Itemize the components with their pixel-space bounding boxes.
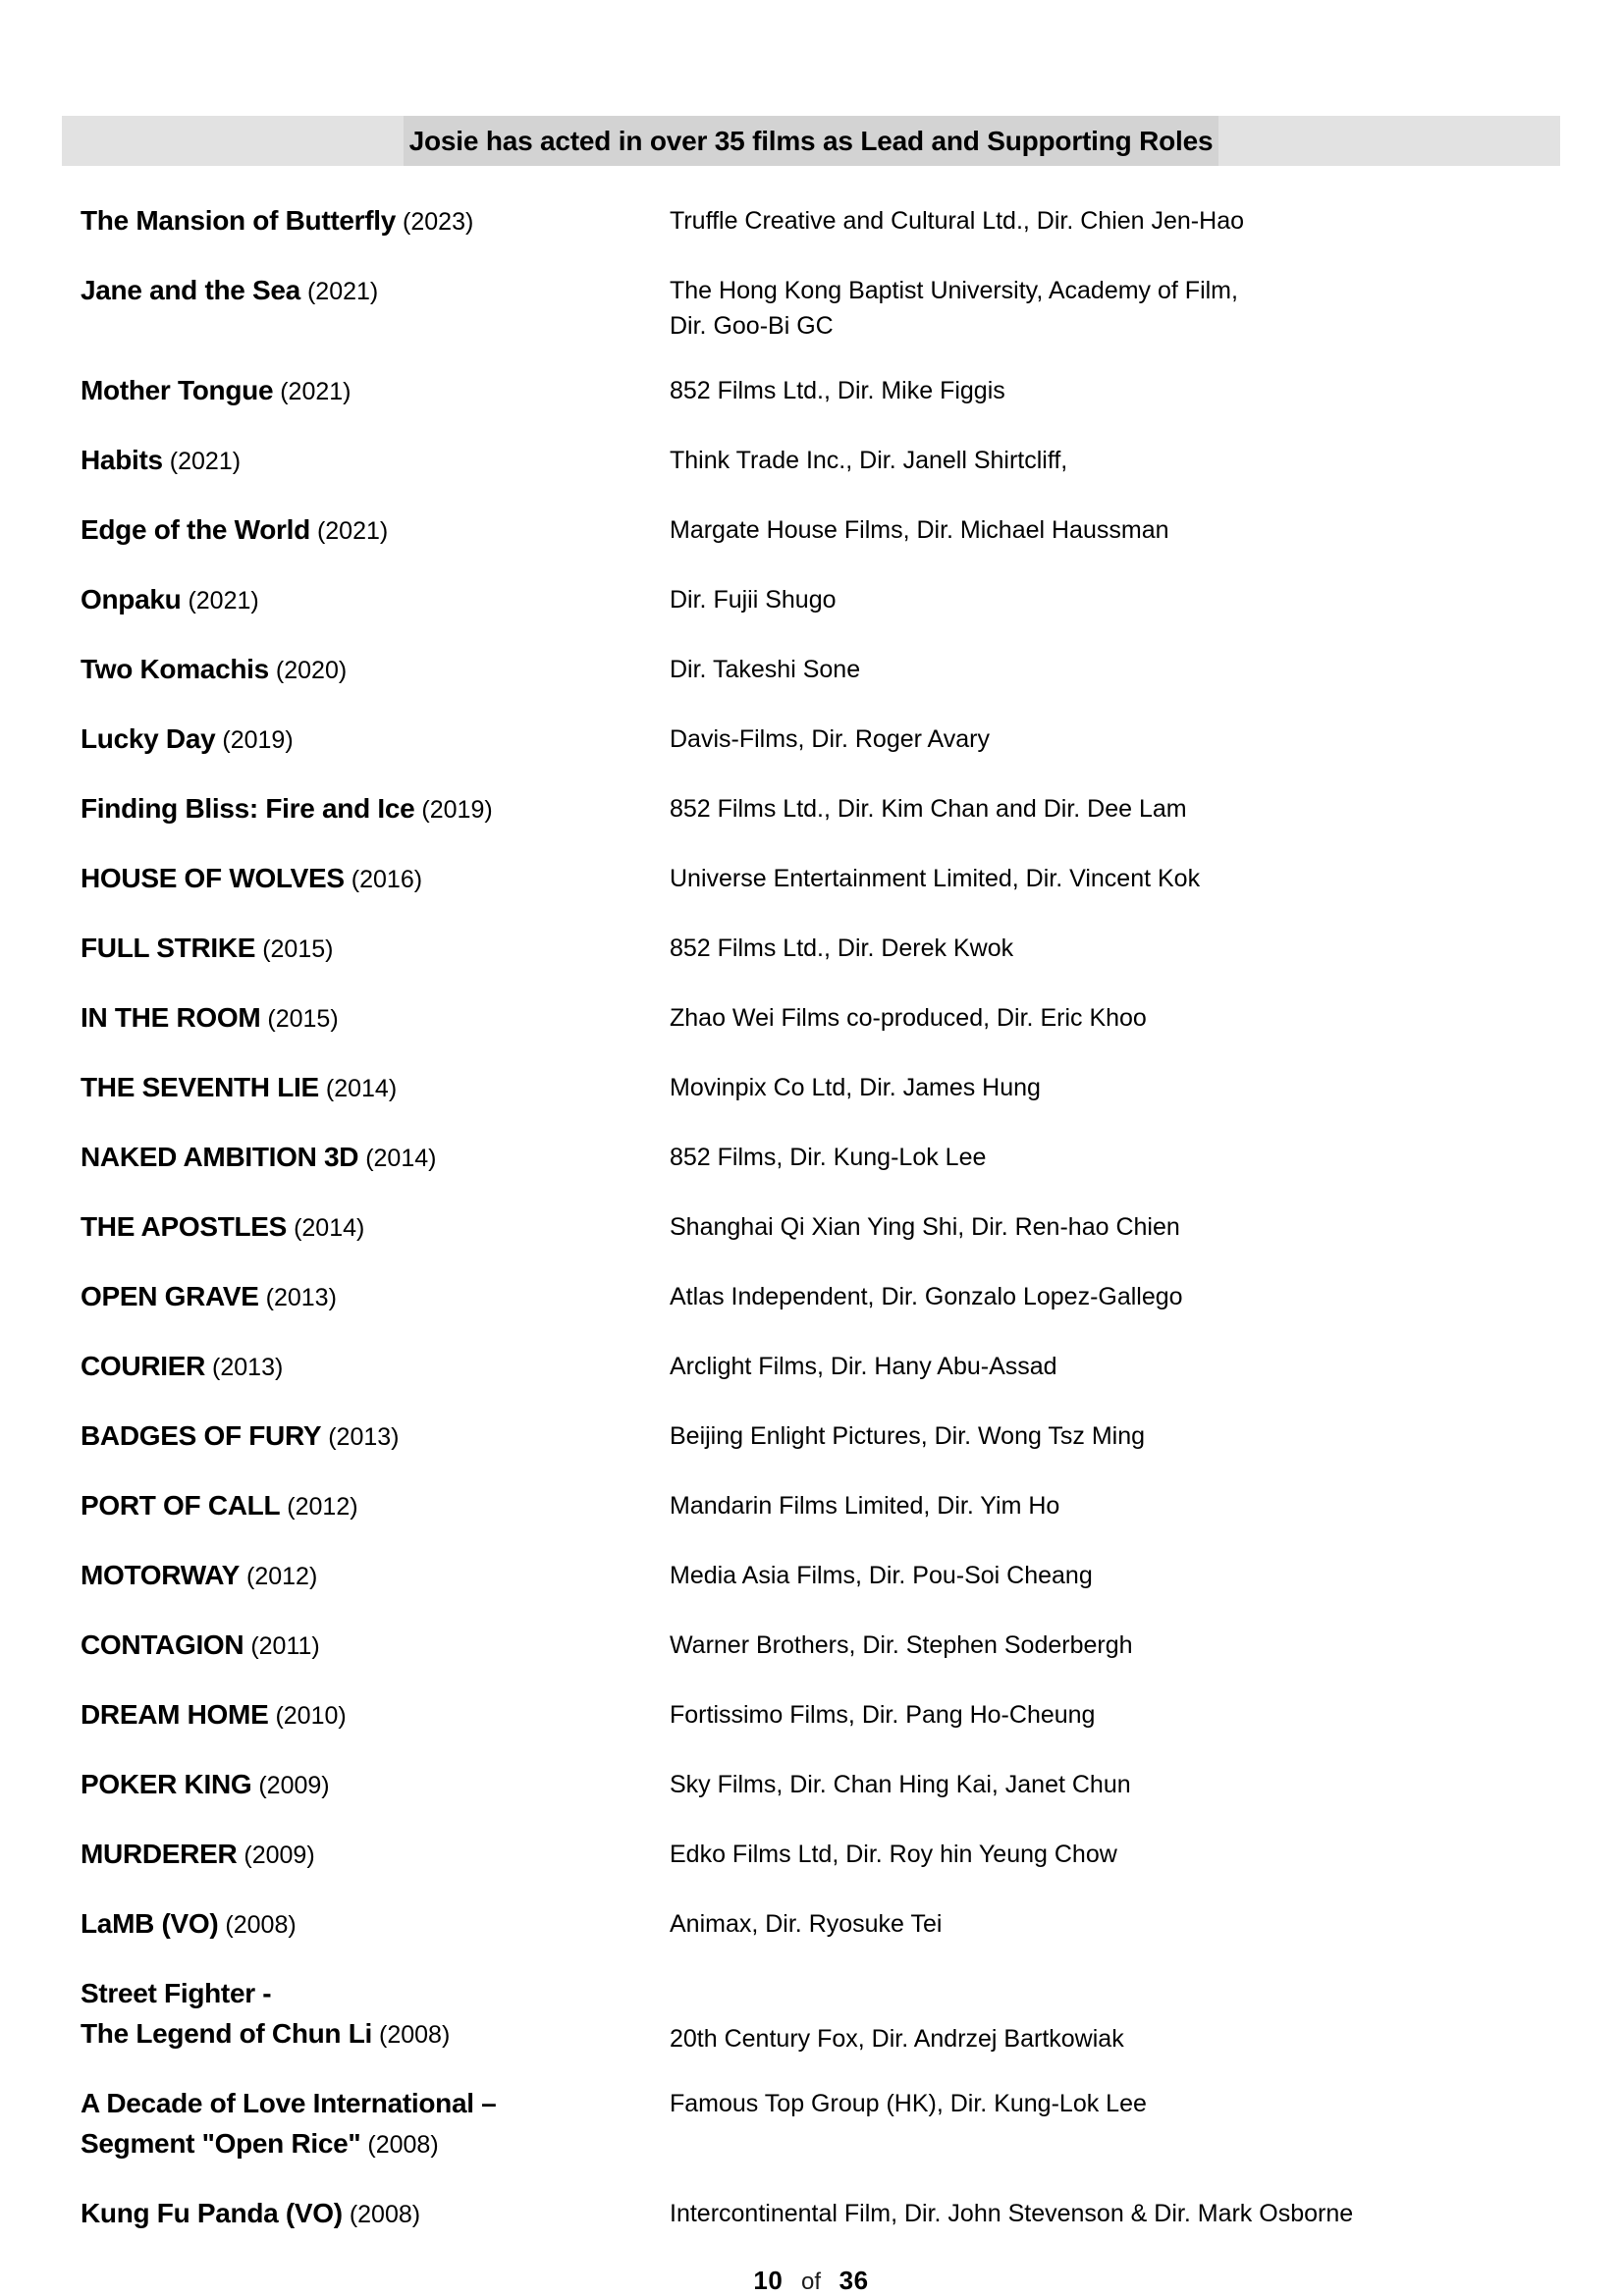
film-row: [81, 1140, 1560, 1180]
film-title-line1: [81, 2196, 660, 2236]
film-production-cell: [670, 373, 1560, 408]
film-title-line1: [81, 1349, 660, 1389]
film-title-cell: [81, 1558, 670, 1598]
film-title-cell: [81, 861, 670, 901]
film-production-cell: [670, 512, 1560, 548]
film-production-cell: [670, 1349, 1560, 1384]
section-banner: [62, 116, 1560, 166]
film-title-line2: [81, 2126, 660, 2166]
film-title-cell: [81, 373, 670, 413]
film-title-cell: [81, 443, 670, 483]
film-production: Truffle Creative and Cultural Ltd., Dir. Chien Jen-Hao: [670, 207, 1244, 235]
film-title-cell: [81, 273, 670, 313]
film-title: Two Komachis: [81, 654, 269, 684]
banner-title: Josie has acted in over 35 films as Lead and Supporting Roles: [408, 125, 1214, 156]
film-title-line1: [81, 203, 660, 243]
film-production-cell: [670, 1279, 1560, 1314]
film-year-line2: (2008): [367, 2131, 439, 2159]
film-year-line1: (2012): [287, 1493, 358, 1521]
film-production: Margate House Films, Dir. Michael Haussman: [670, 516, 1169, 544]
film-title-cell: [81, 1349, 670, 1389]
film-title: OPEN GRAVE: [81, 1281, 259, 1311]
film-title-line1: [81, 1418, 660, 1459]
film-year-line1: (2019): [222, 726, 294, 754]
film-production-cell: [670, 1488, 1560, 1523]
film-production-cell: [670, 721, 1560, 757]
film-production-cell: [670, 1767, 1560, 1802]
film-title-cell: [81, 1697, 670, 1737]
film-title: FULL STRIKE: [81, 933, 256, 963]
film-production-cell: [670, 1628, 1560, 1663]
film-row: [81, 512, 1560, 553]
film-title-cell: [81, 931, 670, 971]
film-row: [81, 2086, 1560, 2166]
film-title: DREAM HOME: [81, 1699, 269, 1730]
film-year-line1: (2012): [246, 1563, 318, 1590]
film-row: [81, 791, 1560, 831]
film-title-cell: [81, 2196, 670, 2236]
film-production-cell: [670, 582, 1560, 617]
film-production-cell: [670, 273, 1560, 344]
film-title-line1: [81, 861, 660, 901]
film-production: Intercontinental Film, Dir. John Stevenson & Dir. Mark Osborne: [670, 2200, 1354, 2227]
film-title-continued: The Legend of Chun Li: [81, 2018, 372, 2049]
film-title-line1: [81, 1976, 660, 2016]
film-title: MOTORWAY: [81, 1560, 241, 1590]
film-title-line1: [81, 1628, 660, 1668]
film-title: PORT OF CALL: [81, 1490, 281, 1521]
film-year-line1: (2010): [275, 1702, 347, 1730]
film-title: Lucky Day: [81, 723, 216, 754]
film-row: [81, 1349, 1560, 1389]
film-title: Finding Bliss: Fire and Ice: [81, 793, 415, 824]
film-title: CONTAGION: [81, 1629, 244, 1660]
film-title-cell: [81, 2086, 670, 2166]
film-production: Atlas Independent, Dir. Gonzalo Lopez-Gallego: [670, 1283, 1183, 1310]
film-row: [81, 931, 1560, 971]
film-row: [81, 1697, 1560, 1737]
film-title-cell: [81, 1628, 670, 1668]
film-title-cell: [81, 791, 670, 831]
film-production-cell: [670, 791, 1560, 827]
film-title-cell: [81, 203, 670, 243]
film-production-cell: [670, 1697, 1560, 1733]
film-year-line1: (2014): [325, 1075, 398, 1102]
film-production: The Hong Kong Baptist University, Academy of Film,: [670, 277, 1238, 304]
film-year-line1: (2021): [316, 517, 389, 545]
film-title: Kung Fu Panda (VO): [81, 2198, 343, 2228]
film-title-line1: [81, 1070, 660, 1110]
film-row: [81, 1000, 1560, 1041]
film-row: [81, 2196, 1560, 2236]
film-row: [81, 1906, 1560, 1947]
film-year-line1: (2008): [349, 2201, 421, 2228]
film-production-cell: [670, 2086, 1560, 2121]
page-number: 10: [753, 2266, 784, 2295]
film-production: Zhao Wei Films co-produced, Dir. Eric Khoo: [670, 1004, 1147, 1032]
film-title-cell: [81, 1418, 670, 1459]
film-row: [81, 1070, 1560, 1110]
filmography-list: [62, 203, 1560, 2236]
film-production-cell: [670, 2021, 1560, 2056]
film-year-line1: (2009): [243, 1842, 315, 1869]
film-production: Dir. Fujii Shugo: [670, 586, 837, 614]
film-year-line1: (2013): [212, 1354, 284, 1381]
film-year-line1: (2023): [403, 208, 474, 236]
film-title: COURIER: [81, 1351, 206, 1381]
film-production: Think Trade Inc., Dir. Janell Shirtcliff,: [670, 447, 1068, 474]
film-production-cell: [670, 443, 1560, 478]
film-row: [81, 1837, 1560, 1877]
film-title-cell: [81, 652, 670, 692]
film-title-cell: [81, 1837, 670, 1877]
film-row: [81, 1279, 1560, 1319]
film-title-line1: [81, 721, 660, 762]
film-production: Edko Films Ltd, Dir. Roy hin Yeung Chow: [670, 1841, 1117, 1868]
film-title: IN THE ROOM: [81, 1002, 261, 1033]
film-title-cell: [81, 1140, 670, 1180]
film-title: HOUSE OF WOLVES: [81, 863, 345, 893]
film-title-line1: [81, 2086, 660, 2126]
film-year-line1: (2021): [188, 587, 259, 614]
film-year-line2: (2008): [379, 2021, 451, 2049]
film-title-line1: [81, 373, 660, 413]
film-row: [81, 373, 1560, 413]
film-title-cell: [81, 1279, 670, 1319]
film-title-cell: [81, 1209, 670, 1250]
film-title-line1: [81, 273, 660, 313]
film-title-line1: [81, 1488, 660, 1528]
film-title-line1: [81, 512, 660, 553]
page-total: 36: [839, 2266, 869, 2295]
film-year-line1: (2015): [267, 1005, 339, 1033]
film-year-line1: (2021): [169, 448, 242, 475]
film-row: [81, 721, 1560, 762]
film-production-cell: [670, 203, 1560, 239]
film-production: Arclight Films, Dir. Hany Abu-Assad: [670, 1353, 1057, 1380]
film-title-line1: [81, 1279, 660, 1319]
film-production-cell: [670, 1418, 1560, 1454]
film-production: Media Asia Films, Dir. Pou-Soi Cheang: [670, 1562, 1093, 1589]
film-production: 20th Century Fox, Dir. Andrzej Bartkowiak: [670, 2025, 1124, 2053]
film-production: Shanghai Qi Xian Ying Shi, Dir. Ren-hao Chien: [670, 1213, 1180, 1241]
film-title-line1: [81, 791, 660, 831]
film-title-cell: [81, 1488, 670, 1528]
film-production: 852 Films, Dir. Kung-Lok Lee: [670, 1144, 987, 1171]
film-row: [81, 1558, 1560, 1598]
film-title: POKER KING: [81, 1769, 252, 1799]
film-year-line1: (2008): [225, 1911, 297, 1939]
film-title-line2: [81, 2016, 660, 2056]
film-year-line1: (2021): [306, 278, 379, 305]
film-title-cell: [81, 1070, 670, 1110]
film-production: Warner Brothers, Dir. Stephen Soderbergh: [670, 1631, 1133, 1659]
film-year-line1: (2009): [258, 1772, 330, 1799]
film-title: THE APOSTLES: [81, 1211, 288, 1242]
film-production: 852 Films Ltd., Dir. Kim Chan and Dir. Dee Lam: [670, 795, 1187, 823]
film-year-line1: (2015): [262, 935, 334, 963]
film-title: NAKED AMBITION 3D: [81, 1142, 359, 1172]
film-production-cell: [670, 1140, 1560, 1175]
film-production: Dir. Takeshi Sone: [670, 656, 861, 683]
film-title-line1: [81, 443, 660, 483]
film-year-line1: (2019): [421, 796, 493, 824]
film-row: [81, 652, 1560, 692]
film-title-line1: [81, 1767, 660, 1807]
film-title: Mother Tongue: [81, 375, 274, 405]
film-row: [81, 1976, 1560, 2056]
film-title: A Decade of Love International –: [81, 2088, 497, 2118]
film-production: Beijing Enlight Pictures, Dir. Wong Tsz Ming: [670, 1422, 1146, 1450]
film-production-cell: [670, 1070, 1560, 1105]
film-production: Famous Top Group (HK), Dir. Kung-Lok Lee: [670, 2090, 1147, 2117]
film-production-cell: [670, 1558, 1560, 1593]
film-row: [81, 861, 1560, 901]
film-production: Davis-Films, Dir. Roger Avary: [670, 725, 990, 753]
film-production: 852 Films Ltd., Dir. Mike Figgis: [670, 377, 1005, 404]
film-title-line1: [81, 931, 660, 971]
film-row: [81, 1488, 1560, 1528]
film-production-cell: [670, 1209, 1560, 1245]
film-title-cell: [81, 1976, 670, 2056]
film-title: Habits: [81, 445, 163, 475]
film-production-cell: [670, 1000, 1560, 1036]
film-production-cell: [670, 931, 1560, 966]
film-production: Sky Films, Dir. Chan Hing Kai, Janet Chun: [670, 1771, 1131, 1798]
film-title: Jane and the Sea: [81, 275, 300, 305]
film-production: 852 Films Ltd., Dir. Derek Kwok: [670, 934, 1014, 962]
film-title: The Mansion of Butterfly: [81, 205, 397, 236]
film-row: [81, 1767, 1560, 1807]
film-title: THE SEVENTH LIE: [81, 1072, 319, 1102]
film-year-line1: (2014): [294, 1214, 365, 1242]
film-row: [81, 203, 1560, 243]
film-production: Mandarin Films Limited, Dir. Yim Ho: [670, 1492, 1060, 1520]
film-row: [81, 443, 1560, 483]
film-title-line1: [81, 652, 660, 692]
film-year-line1: (2020): [275, 657, 348, 684]
film-title-cell: [81, 1767, 670, 1807]
film-row: [81, 1209, 1560, 1250]
film-title-line1: [81, 1558, 660, 1598]
film-title-cell: [81, 721, 670, 762]
film-year-line1: (2011): [250, 1632, 320, 1660]
film-production: Fortissimo Films, Dir. Pang Ho-Cheung: [670, 1701, 1096, 1729]
film-title: Street Fighter -: [81, 1978, 272, 2008]
film-title-cell: [81, 1906, 670, 1947]
film-production-cell: [670, 2196, 1560, 2231]
film-year-line1: (2013): [265, 1284, 337, 1311]
film-title: MURDERER: [81, 1839, 238, 1869]
film-year-line1: (2013): [328, 1423, 400, 1451]
film-production: Movinpix Co Ltd, Dir. James Hung: [670, 1074, 1041, 1101]
film-title-line1: [81, 1837, 660, 1877]
film-production-line2: Dir. Goo-Bi GC: [670, 312, 834, 340]
film-title: BADGES OF FURY: [81, 1420, 322, 1451]
banner-highlight: [404, 116, 1219, 166]
film-year-line1: (2014): [365, 1145, 437, 1172]
film-title-cell: [81, 1000, 670, 1041]
film-title: Edge of the World: [81, 514, 310, 545]
film-title: LaMB (VO): [81, 1908, 219, 1939]
film-title-line1: [81, 1697, 660, 1737]
film-title-line1: [81, 1000, 660, 1041]
film-production-cell: [670, 861, 1560, 896]
film-title-line1: [81, 582, 660, 622]
film-title-line1: [81, 1906, 660, 1947]
page-of-label: of: [800, 2269, 821, 2295]
film-production-cell: [670, 1906, 1560, 1942]
film-title-cell: [81, 512, 670, 553]
film-title-line1: [81, 1209, 660, 1250]
film-title: Onpaku: [81, 584, 182, 614]
film-title-cell: [81, 582, 670, 622]
film-year-line1: (2016): [351, 866, 423, 893]
film-production: Animax, Dir. Ryosuke Tei: [670, 1910, 943, 1938]
film-production-cell: [670, 652, 1560, 687]
film-production-cell: [670, 1837, 1560, 1872]
film-row: [81, 1418, 1560, 1459]
film-row: [81, 273, 1560, 344]
film-production: Universe Entertainment Limited, Dir. Vincent Kok: [670, 865, 1201, 892]
film-year-line1: (2021): [280, 378, 352, 405]
film-title-line1: [81, 1140, 660, 1180]
film-row: [81, 582, 1560, 622]
page-footer: [62, 2266, 1560, 2296]
film-row: [81, 1628, 1560, 1668]
film-title-continued: Segment "Open Rice": [81, 2128, 361, 2159]
